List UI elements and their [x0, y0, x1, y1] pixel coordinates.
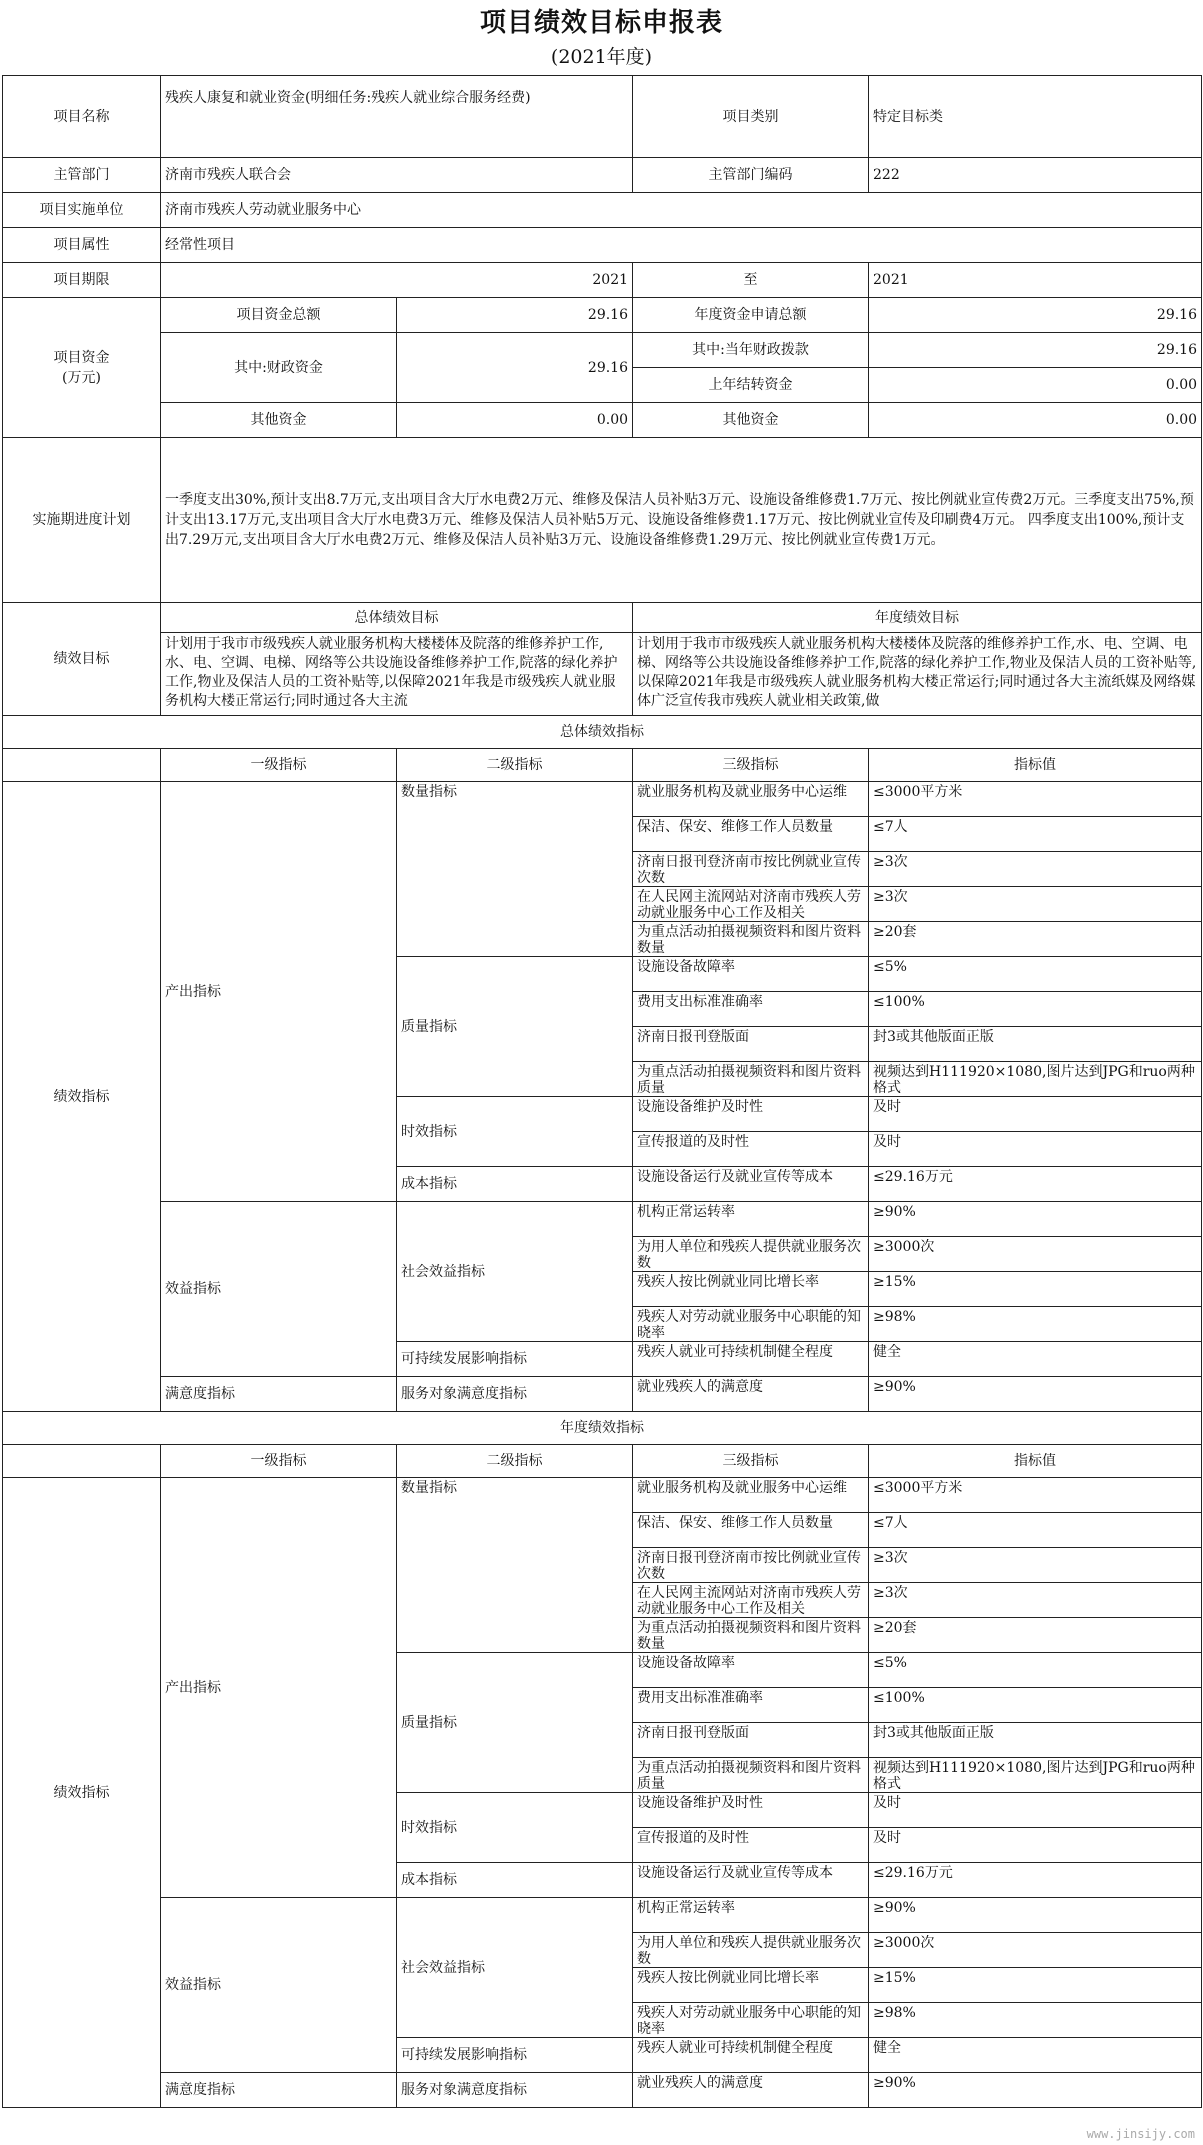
carry-funds-label: 上年结转资金: [633, 368, 869, 403]
overall-indicator-value: ≥3000次: [873, 1239, 935, 1255]
overall-indicator-value-cell: [869, 922, 1202, 957]
overall-indicator-value-cell: [869, 1377, 1202, 1412]
annual-level3-item: 在人民网主流网站对济南市残疾人劳动就业服务中心工作及相关: [637, 1585, 862, 1616]
annual-indicator-value-cell: [869, 1758, 1202, 1793]
annual-level3-item: 设施设备维护及时性: [637, 1795, 764, 1811]
dept: 济南市残疾人联合会: [161, 158, 633, 193]
overall-indicator-value: ≥20套: [873, 924, 917, 940]
dept-code: 222: [869, 158, 1202, 193]
overall-l2-sustain: 可持续发展影响指标: [397, 1342, 633, 1377]
overall-level3-item: 济南日报刊登济南市按比例就业宣传次数: [637, 854, 862, 885]
annual-l2-time: 时效指标: [397, 1793, 633, 1863]
annual-indicator-value-cell: [869, 1968, 1202, 2003]
annual-indicator-value: 及时: [873, 1830, 902, 1846]
overall-indicator-value-cell: [869, 852, 1202, 887]
overall-l2-cost: 成本指标: [397, 1167, 633, 1202]
annual-level3-item: 济南日报刊登济南市按比例就业宣传次数: [637, 1550, 862, 1581]
annual-level3-item-cell: [633, 1653, 869, 1688]
annual-indicator-value: ≥3次: [873, 1585, 908, 1601]
overall-indicator-value: ≤5%: [873, 959, 907, 975]
overall-level3-item: 保洁、保安、维修工作人员数量: [637, 819, 834, 835]
overall-indicator-value: ≥3次: [873, 854, 908, 870]
current-funds: 29.16: [869, 333, 1202, 368]
annual-indicator-value-cell: [869, 1583, 1202, 1618]
overall-indicator-value-cell: [869, 1307, 1202, 1342]
overall-indicator-value: 健全: [873, 1344, 902, 1360]
overall-level3-item: 设施设备故障率: [637, 959, 736, 975]
overall-level3-item-cell: [633, 1307, 869, 1342]
annual-l2-sustain: 可持续发展影响指标: [397, 2038, 633, 2073]
overall-l2-time: 时效指标: [397, 1097, 633, 1167]
annual-indicator-value-cell: [869, 1898, 1202, 1933]
overall-header-blank: [3, 749, 161, 782]
current-funds-label: 其中:当年财政拨款: [633, 333, 869, 368]
annual-level3-item-cell: [633, 1793, 869, 1828]
overall-indicators-title: 总体绩效指标: [3, 716, 1202, 749]
page-subtitle: (2021年度): [550, 46, 653, 68]
annual-indicator-value-cell: [869, 1828, 1202, 1863]
overall-indicator-value: 视频达到H111920×1080,图片达到JPG和ruo两种格式: [873, 1064, 1195, 1095]
annual-level3-item: 为用人单位和残疾人提供就业服务次数: [637, 1935, 862, 1966]
annual-level3-item: 残疾人对劳动就业服务中心职能的知晓率: [637, 2005, 862, 2036]
annual-level3-item: 设施设备故障率: [637, 1655, 736, 1671]
overall-indicator-value-cell: [869, 817, 1202, 852]
overall-level3-item-cell: [633, 957, 869, 992]
annual-indicator-value: ≥3000次: [873, 1935, 935, 1951]
annual-level3-item-cell: [633, 1863, 869, 1898]
annual-indicator-value: 及时: [873, 1795, 902, 1811]
overall-level3-item-cell: [633, 1097, 869, 1132]
overall-indicator-value: ≥90%: [873, 1204, 916, 1220]
annual-funds-label: 年度资金申请总额: [633, 298, 869, 333]
annual-indicator-value: 封3或其他版面正版: [873, 1725, 994, 1741]
annual-header-level1: 一级指标: [161, 1445, 397, 1478]
annual-level3-item-cell: [633, 1513, 869, 1548]
annual-l2-social: 社会效益指标: [397, 1898, 633, 2038]
annual-level3-item-cell: [633, 1758, 869, 1793]
overall-indicator-value: ≥90%: [873, 1379, 916, 1395]
other-funds: 0.00: [397, 403, 633, 438]
overall-level3-item-cell: [633, 1167, 869, 1202]
overall-indicator-value-cell: [869, 1167, 1202, 1202]
plan-label: 实施期进度计划: [3, 438, 161, 603]
watermark: www.jinsijy.com: [1086, 2127, 1195, 2141]
annual-level3-item: 为重点活动拍摄视频资料和图片资料质量: [637, 1760, 862, 1791]
annual-goal-header: 年度绩效目标: [633, 603, 1202, 633]
annual-indicators-label: 绩效指标: [3, 1478, 161, 2108]
annual-indicator-value: ≤3000平方米: [873, 1480, 963, 1496]
overall-level3-item-cell: [633, 992, 869, 1027]
annual-indicator-value: 视频达到H111920×1080,图片达到JPG和ruo两种格式: [873, 1760, 1195, 1791]
annual-l2-cost: 成本指标: [397, 1863, 633, 1898]
overall-level3-item: 费用支出标准准确率: [637, 994, 764, 1010]
unit-label: 项目实施单位: [3, 193, 161, 228]
annual-level3-item-cell: [633, 1898, 869, 1933]
annual-l2-quality: 质量指标: [397, 1653, 633, 1793]
overall-l2-service: 服务对象满意度指标: [397, 1377, 633, 1412]
overall-level3-item-cell: [633, 1202, 869, 1237]
dept-code-label: 主管部门编码: [633, 158, 869, 193]
annual-indicator-value: ≥15%: [873, 1970, 916, 1986]
annual-level3-item-cell: [633, 2038, 869, 2073]
period-to: 2021: [869, 263, 1202, 298]
overall-level3-item-cell: [633, 1132, 869, 1167]
annual-level3-item: 设施设备运行及就业宣传等成本: [637, 1865, 834, 1881]
project-name: 残疾人康复和就业资金(明细任务:残疾人就业综合服务经费): [161, 76, 633, 158]
dept-label: 主管部门: [3, 158, 161, 193]
overall-indicator-value: ≥15%: [873, 1274, 916, 1290]
fiscal-funds: 29.16: [397, 333, 633, 403]
project-name-label: 项目名称: [3, 76, 161, 158]
annual-level3-item-cell: [633, 1548, 869, 1583]
overall-indicator-value-cell: [869, 1027, 1202, 1062]
annual-indicator-value-cell: [869, 1548, 1202, 1583]
annual-level3-item-cell: [633, 1828, 869, 1863]
period-from: 2021: [161, 263, 633, 298]
annual-indicator-value-cell: [869, 1723, 1202, 1758]
overall-level3-item: 残疾人对劳动就业服务中心职能的知晓率: [637, 1309, 862, 1340]
overall-level3-item: 为重点活动拍摄视频资料和图片资料质量: [637, 1064, 862, 1095]
goals-label: 绩效目标: [3, 603, 161, 716]
project-type-label: 项目类别: [633, 76, 869, 158]
overall-level3-item: 残疾人就业可持续机制健全程度: [637, 1344, 834, 1360]
overall-header-level3: 三级指标: [633, 749, 869, 782]
annual-indicator-value-cell: [869, 1653, 1202, 1688]
annual-level3-item: 为重点活动拍摄视频资料和图片资料数量: [637, 1620, 862, 1651]
annual-indicator-value: ≥98%: [873, 2005, 916, 2021]
annual-l2-service: 服务对象满意度指标: [397, 2073, 633, 2108]
annual-level3-item-cell: [633, 2073, 869, 2108]
overall-level3-item-cell: [633, 817, 869, 852]
overall-goal-header: 总体绩效目标: [161, 603, 633, 633]
annual-level3-item: 就业残疾人的满意度: [637, 2075, 764, 2091]
annual-header-value: 指标值: [869, 1445, 1202, 1478]
annual-level3-item: 保洁、保安、维修工作人员数量: [637, 1515, 834, 1531]
project-type: 特定目标类: [869, 76, 1202, 158]
overall-indicator-value: ≤100%: [873, 994, 925, 1010]
overall-indicator-value: 及时: [873, 1134, 902, 1150]
annual-level3-item-cell: [633, 1968, 869, 2003]
annual-indicator-value: 健全: [873, 2040, 902, 2056]
annual-indicators-title: 年度绩效指标: [3, 1412, 1202, 1445]
period-label: 项目期限: [3, 263, 161, 298]
annual-level3-item: 就业服务机构及就业服务中心运维: [637, 1480, 848, 1496]
overall-indicator-value: ≤3000平方米: [873, 784, 963, 800]
overall-indicator-value: ≥3次: [873, 889, 908, 905]
annual-level3-item: 宣传报道的及时性: [637, 1830, 750, 1846]
other-funds-2: 0.00: [869, 403, 1202, 438]
annual-level3-item: 费用支出标准准确率: [637, 1690, 764, 1706]
overall-indicator-value-cell: [869, 992, 1202, 1027]
overall-level3-item: 机构正常运转率: [637, 1204, 736, 1220]
overall-indicator-value-cell: [869, 1202, 1202, 1237]
unit: 济南市残疾人劳动就业服务中心: [161, 193, 1202, 228]
annual-l2-quantity: 数量指标: [397, 1478, 633, 1653]
annual-level3-item-cell: [633, 1618, 869, 1653]
overall-level3-item: 残疾人按比例就业同比增长率: [637, 1274, 820, 1290]
annual-indicator-value: ≤29.16万元: [873, 1865, 953, 1881]
annual-indicator-value: ≥90%: [873, 2075, 916, 2091]
annual-l1-satisfaction: 满意度指标: [161, 2073, 397, 2108]
overall-level3-item: 设施设备运行及就业宣传等成本: [637, 1169, 834, 1185]
overall-level3-item: 就业服务机构及就业服务中心运维: [637, 784, 848, 800]
attr: 经常性项目: [161, 228, 1202, 263]
annual-l1-output: 产出指标: [161, 1478, 397, 1898]
overall-header-level2: 二级指标: [397, 749, 633, 782]
annual-level3-item: 残疾人按比例就业同比增长率: [637, 1970, 820, 1986]
overall-l2-quantity: 数量指标: [397, 782, 633, 957]
annual-indicator-value: ≤100%: [873, 1690, 925, 1706]
overall-indicator-value: 封3或其他版面正版: [873, 1029, 994, 1045]
overall-indicator-value-cell: [869, 1132, 1202, 1167]
annual-level3-item-cell: [633, 2003, 869, 2038]
annual-l1-benefit: 效益指标: [161, 1898, 397, 2073]
overall-level3-item-cell: [633, 782, 869, 817]
annual-level3-item-cell: [633, 1583, 869, 1618]
other-funds-label: 其他资金: [161, 403, 397, 438]
overall-level3-item-cell: [633, 1342, 869, 1377]
overall-level3-item-cell: [633, 1237, 869, 1272]
overall-header-value: 指标值: [869, 749, 1202, 782]
annual-indicator-value-cell: [869, 2003, 1202, 2038]
overall-indicator-value-cell: [869, 1272, 1202, 1307]
overall-l1-output: 产出指标: [161, 782, 397, 1202]
overall-header-level1: 一级指标: [161, 749, 397, 782]
annual-level3-item: 残疾人就业可持续机制健全程度: [637, 2040, 834, 2056]
annual-header-level2: 二级指标: [397, 1445, 633, 1478]
overall-l2-social: 社会效益指标: [397, 1202, 633, 1342]
overall-indicator-value-cell: [869, 782, 1202, 817]
annual-header-level3: 三级指标: [633, 1445, 869, 1478]
annual-indicator-value: ≤7人: [873, 1515, 908, 1531]
annual-indicator-value: ≥20套: [873, 1620, 917, 1636]
overall-indicator-value-cell: [869, 1342, 1202, 1377]
overall-indicator-value: ≤7人: [873, 819, 908, 835]
annual-indicator-value-cell: [869, 1688, 1202, 1723]
performance-form: [2, 75, 1202, 2108]
annual-level3-item: 济南日报刊登版面: [637, 1725, 750, 1741]
annual-level3-item-cell: [633, 1933, 869, 1968]
overall-l1-satisfaction: 满意度指标: [161, 1377, 397, 1412]
annual-indicator-value-cell: [869, 1793, 1202, 1828]
other-funds-label-2: 其他资金: [633, 403, 869, 438]
annual-level3-item-cell: [633, 1723, 869, 1758]
annual-indicator-value: ≤5%: [873, 1655, 907, 1671]
annual-level3-item: 机构正常运转率: [637, 1900, 736, 1916]
annual-indicator-value-cell: [869, 1933, 1202, 1968]
overall-level3-item-cell: [633, 1272, 869, 1307]
plan-text: 一季度支出30%,预计支出8.7万元,支出项目含大厅水电费2万元、维修及保洁人员补贴3万元、设施设备维修费1.7万元、按比例就业宣传费2万元。三季度支出75%,预计支出13.17万元,支出项目含大厅水电费3万元、维修及保洁人员补贴5万元、设施设备维修费1.17万元、按比例就业宣传及印刷费4万元。 四季度支出100%,预计支出7.29万元,支出项目含大厅水电费2万元、维修及保洁人员补贴3万元、设施设备维修费1.29万元、按比例就业宣传费1万元。: [161, 438, 1202, 603]
overall-indicator-value-cell: [869, 887, 1202, 922]
overall-level3-item-cell: [633, 1377, 869, 1412]
overall-level3-item-cell: [633, 1062, 869, 1097]
overall-level3-item: 济南日报刊登版面: [637, 1029, 750, 1045]
overall-level3-item-cell: [633, 852, 869, 887]
annual-indicator-value: ≥90%: [873, 1900, 916, 1916]
overall-indicator-value: ≥98%: [873, 1309, 916, 1325]
annual-indicator-value-cell: [869, 1478, 1202, 1513]
total-funds: 29.16: [397, 298, 633, 333]
overall-level3-item: 宣传报道的及时性: [637, 1134, 750, 1150]
overall-indicator-value-cell: [869, 1062, 1202, 1097]
annual-indicator-value-cell: [869, 1513, 1202, 1548]
overall-l1-benefit: 效益指标: [161, 1202, 397, 1377]
annual-level3-item-cell: [633, 1478, 869, 1513]
overall-level3-item-cell: [633, 887, 869, 922]
attr-label: 项目属性: [3, 228, 161, 263]
funds-label: 项目资金 (万元): [3, 298, 161, 438]
overall-level3-item-cell: [633, 922, 869, 957]
overall-goal-text: 计划用于我市市级残疾人就业服务机构大楼楼体及院落的维修养护工作,水、电、空调、电梯、网络等公共设施设备维修养护工作,院落的绿化养护工作,物业及保洁人员的工资补贴等,以保障2021年我是市级残疾人就业服务机构大楼正常运行;同时通过各大主流: [165, 636, 618, 709]
annual-indicator-value-cell: [869, 1863, 1202, 1898]
annual-header-blank: [3, 1445, 161, 1478]
annual-indicator-value: ≥3次: [873, 1550, 908, 1566]
overall-level3-item: 为用人单位和残疾人提供就业服务次数: [637, 1239, 862, 1270]
overall-indicator-value: 及时: [873, 1099, 902, 1115]
overall-l2-quality: 质量指标: [397, 957, 633, 1097]
overall-indicator-value-cell: [869, 1097, 1202, 1132]
total-funds-label: 项目资金总额: [161, 298, 397, 333]
carry-funds: 0.00: [869, 368, 1202, 403]
overall-level3-item: 就业残疾人的满意度: [637, 1379, 764, 1395]
overall-level3-item: 设施设备维护及时性: [637, 1099, 764, 1115]
annual-funds: 29.16: [869, 298, 1202, 333]
annual-indicator-value-cell: [869, 2038, 1202, 2073]
page-title: 项目绩效目标申报表: [479, 8, 723, 38]
overall-indicator-value: ≤29.16万元: [873, 1169, 953, 1185]
annual-goal-text: 计划用于我市市级残疾人就业服务机构大楼楼体及院落的维修养护工作,水、电、空调、电梯、网络等公共设施设备维修养护工作,院落的绿化养护工作,物业及保洁人员的工资补贴等,以保障2021年我是市级残疾人就业服务机构大楼正常运行;同时通过各大主流纸媒及网络媒体广泛宣传我市残疾人就业相关政策,做: [637, 636, 1197, 709]
annual-indicator-value-cell: [869, 2073, 1202, 2108]
overall-level3-item-cell: [633, 1027, 869, 1062]
annual-level3-item-cell: [633, 1688, 869, 1723]
overall-indicator-value-cell: [869, 1237, 1202, 1272]
overall-indicator-value-cell: [869, 957, 1202, 992]
overall-indicators-label: 绩效指标: [3, 782, 161, 1412]
period-to-label: 至: [633, 263, 869, 298]
annual-indicator-value-cell: [869, 1618, 1202, 1653]
fiscal-funds-label: 其中:财政资金: [161, 333, 397, 403]
overall-level3-item: 为重点活动拍摄视频资料和图片资料数量: [637, 924, 862, 955]
overall-level3-item: 在人民网主流网站对济南市残疾人劳动就业服务中心工作及相关: [637, 889, 862, 920]
